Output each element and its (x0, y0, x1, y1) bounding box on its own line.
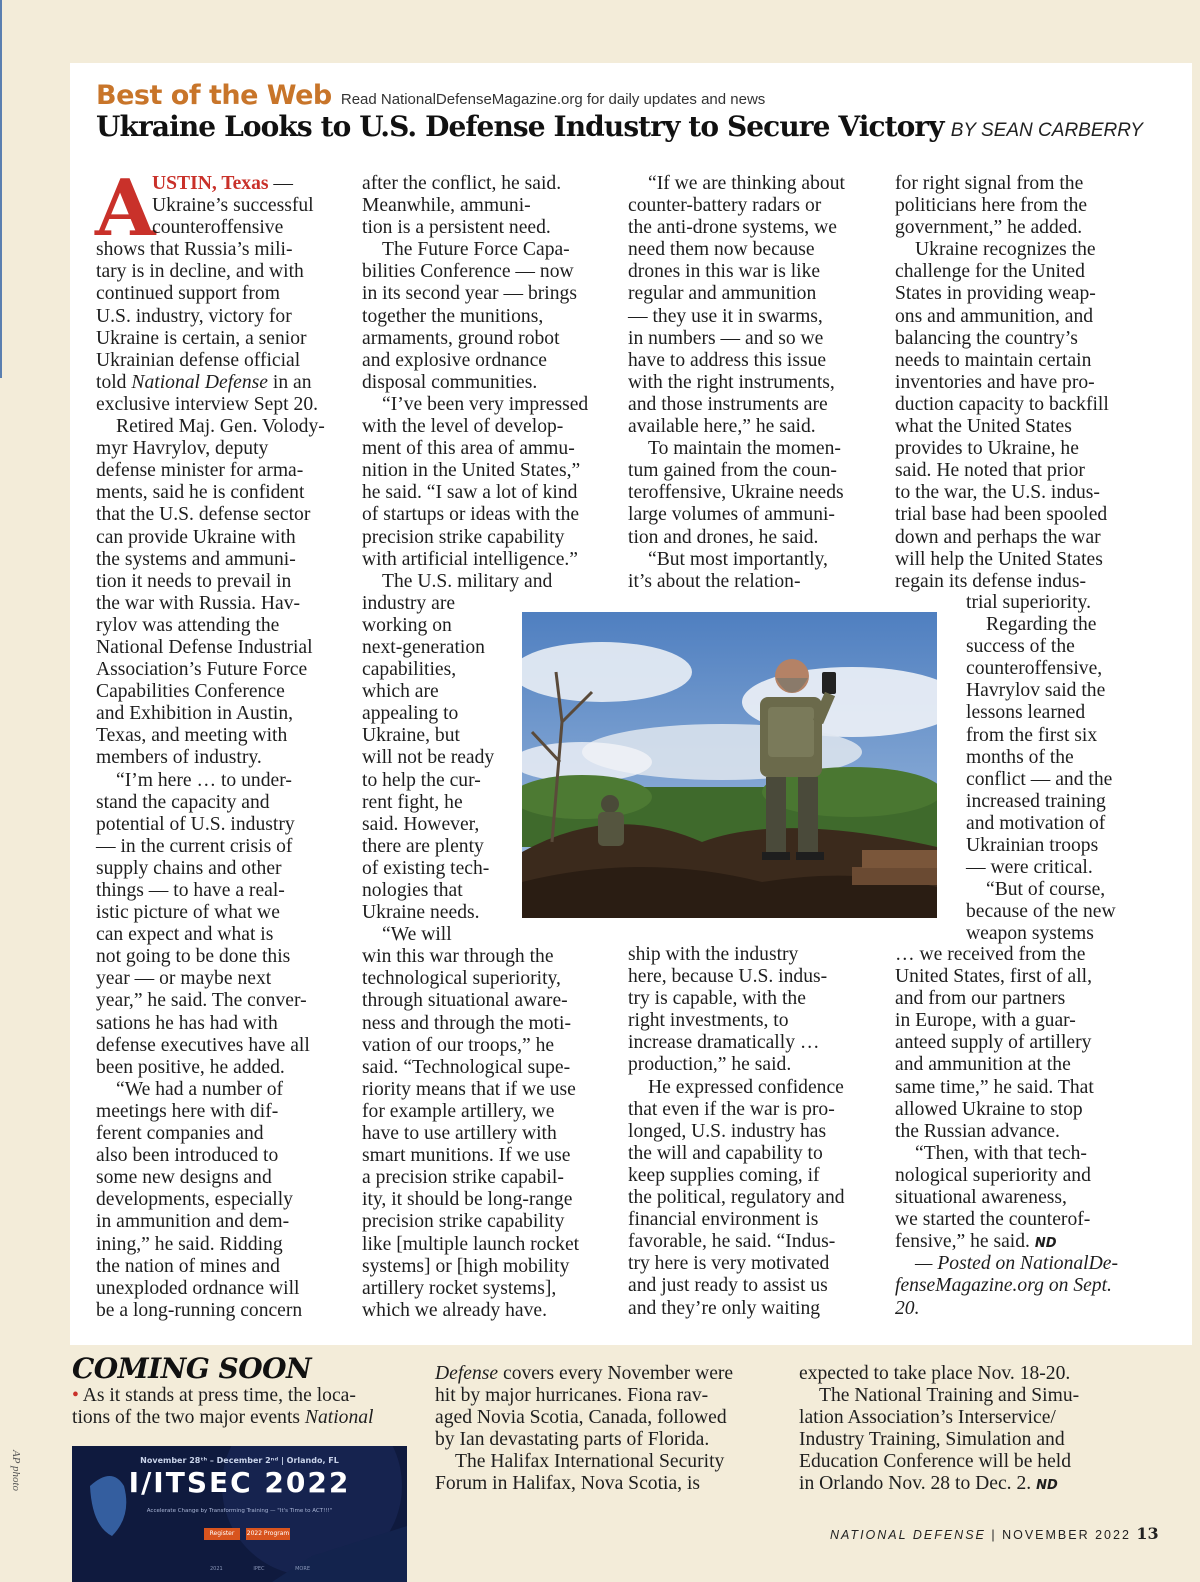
text-line: what the United States (895, 416, 1072, 438)
text-line: not going to be done this (96, 946, 291, 968)
text-line: States in providing weap- (895, 283, 1096, 305)
text-line: lessons learned (966, 702, 1086, 724)
text-line: provides to Ukraine, he (895, 438, 1079, 460)
text-line: To maintain the momen- (648, 438, 841, 460)
end-mark: ND (1036, 1478, 1058, 1494)
itsec-register-button[interactable]: Register (204, 1528, 240, 1540)
text-line: bilities Conference — now (362, 261, 574, 283)
text-line: developments, especially (96, 1189, 293, 1211)
text-line: inventories and have pro- (895, 371, 1095, 393)
text-line: nition in the United States,” (362, 460, 581, 482)
text-line: potential of U.S. industry (96, 813, 295, 835)
footer-publication: NATIONAL DEFENSE (830, 1528, 986, 1542)
text-line: disposal communities. (362, 371, 538, 393)
itsec-dates: November 28ᵗʰ – December 2ⁿᵈ | Orlando, FL (140, 1456, 339, 1465)
text-line: nologies that (362, 880, 463, 901)
text-line: will help the United States (895, 548, 1103, 570)
text-line: Ukrainian defense official (96, 349, 301, 371)
text-line: drones in this war is like (628, 261, 821, 283)
text-line: armaments, ground robot (362, 327, 560, 349)
text-line: lation Association’s Interservice/ (799, 1407, 1056, 1429)
text-line: a precision strike capabil- (362, 1167, 564, 1189)
text-line: Retired Maj. Gen. Volody- (116, 416, 325, 438)
text-line: teroffensive, Ukraine needs (628, 482, 844, 504)
text-line: tion it needs to prevail in (96, 570, 292, 592)
text-line: large volumes of ammuni- (628, 504, 835, 526)
text-line: challenge for the United (895, 261, 1085, 283)
text-line: try here is very motivated (628, 1253, 830, 1275)
text-line: with the right instruments, (628, 371, 835, 393)
posted-note: — Posted on NationalDe- (915, 1253, 1118, 1275)
text-line: in Europe, with a guar- (895, 1010, 1076, 1032)
text-line: National Defense Industrial (96, 636, 313, 658)
text-line: tum gained from the coun- (628, 460, 837, 482)
text-line: supply chains and other (96, 857, 282, 879)
text-line: because of the new (966, 901, 1116, 923)
text-line: istic picture of what we (96, 902, 280, 924)
text-line: myr Havrylov, deputy (96, 438, 269, 460)
text-line: through situational aware- (362, 990, 568, 1012)
article-headline (96, 110, 1143, 143)
byline: BY SEAN CARBERRY (950, 120, 1143, 141)
text-line: right investments, to (628, 1010, 789, 1032)
article-column-4-top (895, 173, 1109, 593)
text-line: and from our partners (895, 988, 1066, 1010)
text-line: of existing tech- (362, 857, 490, 879)
text-line: increased training (966, 790, 1106, 812)
text-line: precision strike capability (362, 526, 565, 548)
text-line: with the level of develop- (362, 416, 564, 438)
text-line: the nation of mines and (96, 1255, 280, 1277)
text-line: ness and through the moti- (362, 1012, 571, 1034)
text-line: it’s about the relation- (628, 570, 801, 592)
text-line: there are plenty (362, 835, 484, 857)
text-line: which are (362, 681, 439, 703)
text-line: and they’re only waiting (628, 1297, 821, 1319)
posted-note: fenseMagazine.org on Sept. (895, 1275, 1112, 1297)
text-line: like [multiple launch rocket (362, 1233, 580, 1255)
text-line: that even if the war is pro- (628, 1098, 835, 1120)
text-line: longed, U.S. industry has (628, 1120, 827, 1142)
itsec-link[interactable]: 2021 (210, 1566, 223, 1572)
text-line: He expressed confidence (648, 1076, 844, 1098)
text-line: Ukrainian troops (966, 835, 1099, 857)
drop-cap: A (95, 163, 156, 254)
footer-separator: | (985, 1528, 1003, 1542)
text-line: keep supplies coming, if (628, 1164, 820, 1186)
text-line: production,” he said. (628, 1054, 792, 1076)
text-line: in Orlando Nov. 28 to Dec. 2. ND (799, 1473, 1058, 1495)
text-line: balancing the country’s (895, 327, 1078, 349)
text-line: available here,” he said. (628, 416, 816, 438)
text-line: unexploded ordnance will (96, 1277, 300, 1299)
itsec-link[interactable]: IPEC (253, 1566, 265, 1572)
text-line: the war with Russia. Hav- (96, 592, 301, 614)
text-line: the political, regulatory and (628, 1187, 845, 1209)
soldier-selfie-photo (522, 612, 937, 918)
text-line: need them now because (628, 239, 815, 261)
bullet: • (72, 1385, 79, 1406)
text-line: shows that Russia’s mili- (96, 239, 293, 261)
article-column-4-bottom (895, 944, 1118, 1320)
text-line: and explosive ordnance (362, 349, 547, 371)
text-line: told National Defense in an (96, 371, 312, 393)
text-line: be a long-running concern (96, 1299, 303, 1321)
text-line: systems] or [high mobility (362, 1255, 570, 1277)
page-edge-rule (0, 0, 2, 378)
text-line: tion is a persistent need. (362, 217, 551, 239)
text-line: vation of our troops,” he (362, 1034, 555, 1056)
article-column-4-middle (966, 592, 1116, 946)
text-line: been positive, he added. (96, 1056, 285, 1078)
headline-title: Ukraine Looks to U.S. Defense Industry to Secure Victory (96, 110, 944, 143)
text-line: continued support from (96, 283, 280, 305)
text-line: to the war, the U.S. indus- (895, 482, 1100, 504)
text-line: said. He noted that prior (895, 460, 1085, 482)
article-photo (522, 612, 937, 918)
text-line: Ukraine recognizes the (915, 239, 1096, 261)
text-line: Defense covers every November were (435, 1363, 734, 1384)
text-line: and those instruments are (628, 393, 828, 415)
text-line: conflict — and the (966, 768, 1113, 790)
text-line: expected to take place Nov. 18-20. (799, 1363, 1071, 1384)
text-line: ment of this area of ammu- (362, 438, 575, 460)
text-line: The Future Force Capa- (382, 239, 570, 261)
text-line: defense executives have all (96, 1034, 310, 1056)
text-line: can expect and what is (96, 924, 274, 946)
end-mark: ND (1034, 1236, 1057, 1252)
text-line: things — to have a real- (96, 880, 285, 901)
page-footer (830, 1524, 1159, 1543)
text-line: members of industry. (96, 747, 262, 769)
text-line: counteroffensive, (966, 658, 1103, 680)
text-line: said. However, (362, 813, 480, 835)
text-line: Capabilities Conference (96, 681, 285, 703)
text-line: and Exhibition in Austin, (96, 703, 294, 725)
text-line: ferent companies and (96, 1123, 264, 1145)
dateline: USTIN, Texas (152, 173, 269, 194)
text-line: by Ian devastating parts of Florida. (435, 1429, 710, 1451)
text-line: we started the counterof- (895, 1209, 1091, 1231)
footer-issue: NOVEMBER 2022 (1002, 1528, 1131, 1542)
text-line: United States, first of all, (895, 966, 1092, 988)
text-line: from the first six (966, 724, 1098, 746)
text-line: smart munitions. If we use (362, 1145, 571, 1167)
page-number: 13 (1136, 1524, 1159, 1543)
text-line: in numbers — and so we (628, 327, 824, 349)
text-line: ments, said he is confident (96, 482, 305, 504)
text-line: here, because U.S. indus- (628, 966, 828, 988)
text-line: nological superiority and (895, 1164, 1091, 1186)
text-line: Ukraine, but (362, 725, 460, 747)
text-line: “I’m here … to under- (116, 769, 292, 791)
text-line: “We had a number of (116, 1078, 284, 1100)
text-line: Ukraine is certain, a senior (96, 327, 307, 349)
text-line: sations he has had with (96, 1012, 278, 1034)
section-name: Best of the Web (96, 80, 332, 111)
coming-soon-column-1 (72, 1385, 374, 1429)
text-line: “We will (382, 924, 452, 946)
article-column-1 (96, 173, 325, 1322)
coming-soon-column-2 (435, 1363, 733, 1496)
text-line: appealing to (362, 703, 459, 725)
text-line: capabilities, (362, 659, 457, 681)
text-line: tions of the two major events National (72, 1407, 374, 1429)
text-line: together the munitions, (362, 305, 544, 327)
article-column-3-bottom (628, 944, 845, 1320)
text-line: to help the cur- (362, 769, 481, 791)
text-line: for example artillery, we (362, 1100, 555, 1122)
text-line: government,” he added. (895, 217, 1083, 239)
text-line: — were critical. (966, 857, 1093, 879)
text-line: counteroffensive (152, 217, 284, 239)
text-line: USTIN, Texas — (152, 173, 294, 194)
text-line: win this war through the (362, 946, 554, 968)
text-line: of startups or ideas with the (362, 504, 580, 526)
text-line: ons and ammunition, and (895, 305, 1094, 327)
text-line: financial environment is (628, 1209, 819, 1231)
text-line: success of the (966, 636, 1075, 658)
text-line: which we already have. (362, 1299, 547, 1321)
text-line: working on (362, 614, 452, 636)
text-line: will not be ready (362, 747, 495, 769)
section-tagline: Read NationalDefenseMagazine.org for daily updates and news (340, 91, 766, 108)
text-line: have to address this issue (628, 349, 827, 371)
text-line: weapon systems (966, 923, 1094, 945)
text-line: — in the current crisis of (96, 835, 293, 857)
text-line: also been introduced to (96, 1145, 279, 1167)
text-line: and just ready to assist us (628, 1275, 828, 1297)
text-line: in its second year — brings (362, 283, 577, 305)
text-line: rylov was attending the (96, 614, 280, 636)
text-line: “But of course, (986, 879, 1106, 901)
text-line: he said. “I saw a lot of kind (362, 482, 578, 504)
text-line: “I’ve been very impressed (382, 393, 589, 415)
text-line: and ammunition at the (895, 1054, 1071, 1076)
text-line: Education Conference will be held (799, 1451, 1072, 1473)
text-line: Ukraine’s successful (152, 195, 314, 217)
text-line: riority means that if we use (362, 1078, 576, 1100)
itsec-ad (72, 1446, 407, 1582)
text-line: “But most importantly, (648, 548, 828, 570)
text-line: favorable, he said. “Indus- (628, 1231, 836, 1253)
text-line: try is capable, with the (628, 988, 806, 1010)
text-line: aged Novia Scotia, Canada, followed (435, 1407, 727, 1429)
text-line: in ammunition and dem- (96, 1211, 290, 1233)
itsec-footer-links (210, 1566, 310, 1572)
text-line: Texas, and meeting with (96, 725, 288, 747)
text-line: ity, it should be long-range (362, 1189, 573, 1211)
text-line: Regarding the (986, 614, 1097, 636)
text-line: the Russian advance. (895, 1120, 1060, 1142)
text-line: exclusive interview Sept 20. (96, 393, 319, 415)
text-line: • As it stands at press time, the loca- (72, 1385, 356, 1406)
section-header (96, 80, 765, 111)
text-line: regular and ammunition (628, 283, 817, 305)
text-line: politicians here from the (895, 195, 1088, 217)
text-line: fensive,” he said. ND (895, 1231, 1057, 1253)
text-line: duction capacity to backfill (895, 393, 1109, 415)
text-line: some new designs and (96, 1167, 272, 1189)
text-line: anteed supply of artillery (895, 1032, 1092, 1054)
text-line: industry are (362, 592, 456, 614)
itsec-title: I/ITSEC 2022 (128, 1466, 351, 1499)
text-line: Havrylov said the (966, 680, 1106, 702)
text-line: “If we are thinking about (648, 173, 845, 194)
photo-credit: AP photo (10, 1450, 22, 1492)
itsec-link[interactable]: MORE (295, 1566, 310, 1572)
text-line: artillery rocket systems], (362, 1277, 557, 1299)
text-line: the systems and ammuni- (96, 548, 296, 570)
text-line: … we received from the (895, 944, 1086, 965)
text-line: counter-battery radars or (628, 195, 822, 217)
text-line: year — or maybe next (96, 968, 272, 990)
text-line: for right signal from the (895, 173, 1084, 194)
coming-soon-title: COMING SOON (72, 1352, 312, 1385)
text-line: The U.S. military and (382, 570, 553, 592)
posted-note: 20. (895, 1297, 920, 1319)
text-line: next-generation (362, 636, 485, 658)
text-line: stand the capacity and (96, 791, 270, 813)
text-line: hit by major hurricanes. Fiona rav- (435, 1385, 709, 1407)
text-line: regain its defense indus- (895, 570, 1086, 592)
text-line: trial superiority. (966, 592, 1091, 613)
text-line: “Then, with that tech- (915, 1142, 1087, 1164)
text-line: — they use it in swarms, (628, 305, 823, 327)
text-line: rent fight, he (362, 791, 463, 813)
text-line: the will and capability to (628, 1142, 823, 1164)
coming-soon-column-3 (799, 1363, 1079, 1496)
text-line: the anti-drone systems, we (628, 217, 837, 239)
text-line: technological superiority, (362, 968, 561, 990)
text-line: months of the (966, 746, 1074, 768)
text-line: year,” he said. The conver- (96, 990, 307, 1012)
text-line: The National Training and Simu- (819, 1385, 1080, 1407)
article-column-3-top (628, 173, 845, 593)
text-line: Meanwhile, ammuni- (362, 195, 531, 217)
text-line: trial base had been spooled (895, 504, 1108, 526)
text-line: tion and drones, he said. (628, 526, 819, 548)
text-line: after the conflict, he said. (362, 173, 562, 194)
text-line: Industry Training, Simulation and (799, 1429, 1065, 1451)
text-line: said. “Technological supe- (362, 1056, 571, 1078)
publication-name: National Defense (131, 371, 268, 393)
text-line: increase dramatically … (628, 1032, 820, 1054)
text-line: tary is in decline, and with (96, 261, 304, 283)
text-line: down and perhaps the war (895, 526, 1101, 548)
text-line: have to use artillery with (362, 1123, 557, 1145)
text-line: Association’s Future Force (96, 659, 308, 681)
itsec-program-button[interactable]: 2022 Program (246, 1528, 290, 1540)
text-line: U.S. industry, victory for (96, 305, 292, 327)
text-line: ship with the industry (628, 944, 799, 965)
text-line: ining,” he said. Ridding (96, 1233, 283, 1255)
text-line: with artificial intelligence.” (362, 548, 578, 570)
text-line: defense minister for arma- (96, 460, 304, 482)
text-line: and motivation of (966, 812, 1106, 834)
text-line: can provide Ukraine with (96, 526, 296, 548)
text-line: needs to maintain certain (895, 349, 1092, 371)
text-line: that the U.S. defense sector (96, 504, 311, 526)
text-line: situational awareness, (895, 1187, 1067, 1209)
text-line: Forum in Halifax, Nova Scotia, is (435, 1473, 701, 1495)
text-line: The Halifax International Security (455, 1451, 725, 1473)
text-line: allowed Ukraine to stop (895, 1098, 1083, 1120)
text-line: precision strike capability (362, 1211, 565, 1233)
text-line: Ukraine needs. (362, 902, 480, 924)
text-line: meetings here with dif- (96, 1100, 279, 1122)
text-line: same time,” he said. That (895, 1076, 1094, 1098)
itsec-tagline: Accelerate Change by Transforming Training — "It's Time to ACT!!!" (146, 1508, 333, 1514)
